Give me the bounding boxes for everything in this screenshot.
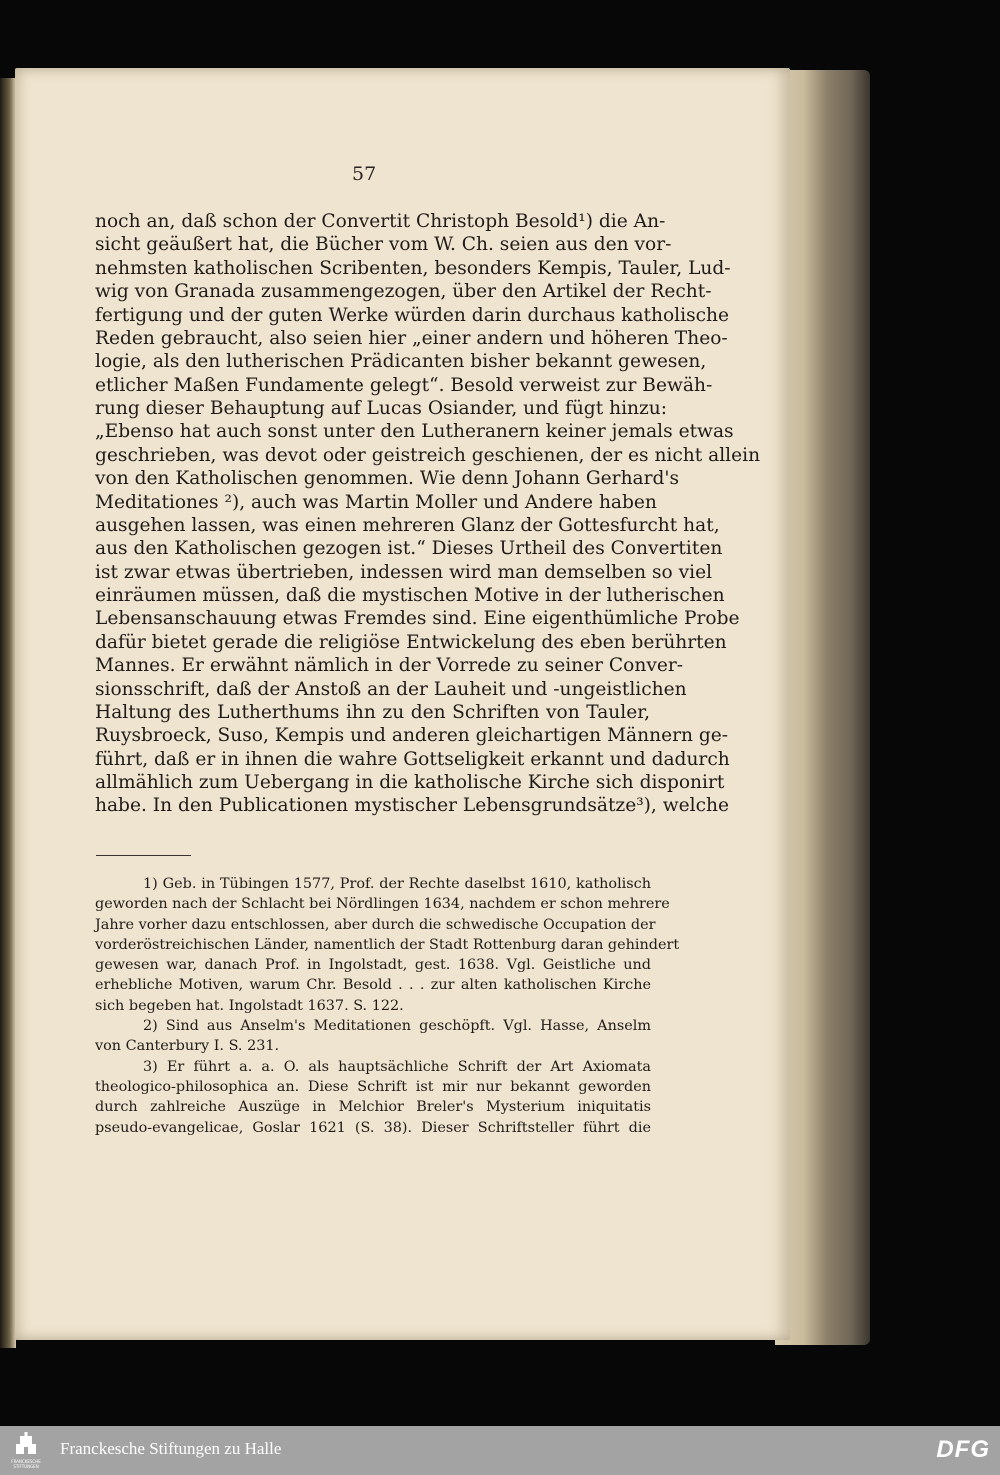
- page-number: 57: [352, 163, 377, 185]
- text-line: ausgehen lassen, was einen mehreren Glanz der Gottesfurcht hat,: [95, 514, 720, 536]
- text-line: fertigung und der guten Werke würden darin durchaus katholische: [95, 304, 730, 326]
- text-line: „Ebenso hat auch sonst unter den Lutheranern keiner jemals etwas: [95, 421, 734, 443]
- text-line: dafür bietet gerade die religiöse Entwickelung des eben berührten: [95, 631, 727, 653]
- text-line: Meditationes ²), auch was Martin Moller und Andere haben: [95, 491, 657, 513]
- footnotes: [95, 874, 680, 1138]
- text-line: von den Katholischen genommen. Wie denn Johann Gerhard's: [95, 468, 680, 490]
- footnote-line: 2) Sind aus Anselm's Meditationen geschöpft. Vgl. Hasse, Anselm: [143, 1018, 651, 1035]
- text-line: sionsschrift, daß der Anstoß an der Lauheit und -ungeistlichen: [95, 678, 687, 700]
- text-line: geschrieben, was devot oder geistreich geschienen, der es nicht allein: [95, 444, 761, 466]
- footnote-line: 3) Er führt a. a. O. als hauptsächliche Schrift der Art Axiomata: [143, 1058, 651, 1075]
- footnote-line: erhebliche Motiven, warum Chr. Besold . . . zur alten katholischen Kirche: [95, 977, 651, 994]
- text-line: ist zwar etwas übertrieben, indessen wird man demselben so viel: [95, 561, 713, 583]
- institution-name: Franckesche Stiftungen zu Halle: [60, 1439, 282, 1458]
- footnote-line: sich begeben hat. Ingolstadt 1637. S. 122.: [95, 997, 404, 1014]
- footnote-line: 1) Geb. in Tübingen 1577, Prof. der Rechte daselbst 1610, katholisch: [143, 876, 651, 892]
- footnote-line: vorderöstreichischen Länder, namentlich der Stadt Rottenburg daran gehindert: [95, 936, 680, 953]
- text-line: Ruysbroeck, Suso, Kempis und anderen gleichartigen Männern ge-: [95, 725, 729, 747]
- footnote-line: geworden nach der Schlacht bei Nördlingen 1634, nachdem er schon mehrere: [95, 896, 670, 913]
- previous-page-edge: [0, 78, 16, 1348]
- text-line: wig von Granada zusammengezogen, über den Artikel der Recht-: [95, 281, 712, 303]
- text-line: Haltung des Lutherthums ihn zu den Schriften von Tauler,: [95, 701, 650, 723]
- text-line: Mannes. Er erwähnt nämlich in der Vorrede zu seiner Conver-: [95, 655, 683, 677]
- footnote-line: gewesen war, danach Prof. in Ingolstadt, gest. 1638. Vgl. Geistliche und: [95, 957, 651, 974]
- footnote-line: theologico-philosophica an. Diese Schrift ist mir nur bekannt geworden: [95, 1078, 651, 1095]
- text-line: logie, als den lutherischen Prädicanten bisher bekannt gewesen,: [95, 351, 707, 373]
- text-line: rung dieser Behauptung auf Lucas Osiander, und fügt hinzu:: [95, 398, 668, 419]
- footer-bar: [0, 1426, 1000, 1475]
- footnote-line: von Canterbury I. S. 231.: [95, 1038, 280, 1055]
- text-line: habe. In den Publicationen mystischer Lebensgrundsätze³), welche: [95, 795, 730, 817]
- text-line: allmählich zum Uebergang in die katholische Kirche sich disponirt: [95, 772, 725, 793]
- text-line: aus den Katholischen gezogen ist.“ Dieses Urtheil des Convertiten: [95, 538, 723, 560]
- text-line: nehmsten katholischen Scribenten, besonders Kempis, Tauler, Lud-: [95, 257, 731, 279]
- footnote-line: durch zahlreiche Auszüge in Melchior Breler's Mysterium iniquitatis: [95, 1099, 651, 1116]
- text-line: etlicher Maßen Fundamente gelegt“. Besold verweist zur Bewäh-: [95, 374, 713, 396]
- logo-text: FRANCKESCHE STIFTUNGEN: [11, 1459, 41, 1469]
- text-line: Reden gebraucht, also seien hier „einer andern und höheren Theo-: [95, 327, 728, 349]
- footnote-divider: [96, 855, 191, 856]
- dfg-logo: DFG: [936, 1436, 990, 1463]
- text-line: Lebensanschauung etwas Fremdes sind. Eine eigenthümliche Probe: [95, 608, 740, 630]
- body-text: [95, 210, 761, 818]
- text-line: führt, daß er in ihnen die wahre Gottseligkeit erkannt und dadurch: [95, 748, 730, 770]
- text-line: sicht geäußert hat, die Bücher vom W. Ch. seien aus den vor-: [95, 234, 672, 256]
- footnote-line: pseudo-evangelicae, Goslar 1621 (S. 38). Dieser Schriftsteller führt die: [95, 1119, 651, 1136]
- footnote-line: Jahre vorher dazu entschlossen, aber durch die schwedische Occupation der: [95, 916, 656, 933]
- text-line: noch an, daß schon der Convertit Christoph Besold¹) die An-: [95, 211, 666, 232]
- text-line: einräumen müssen, daß die mystischen Motive in der lutherischen: [95, 585, 725, 606]
